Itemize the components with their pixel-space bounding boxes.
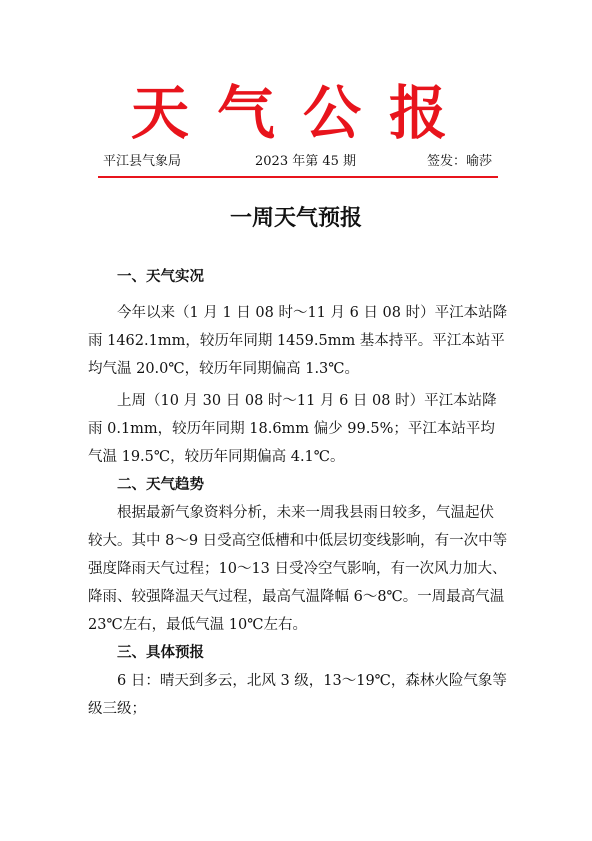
paragraph-trend: 根据最新气象资料分析，未来一周我县雨日较多，气温起伏较大。其中 8～9 日受高空低槽和中低层切变线影响，有一次中等强度降雨天气过程；10～13 日受冷空气影响，有一次风力加大、降雨、较强降温天气过程，最高气温降幅 6～8℃。一周最高气温 23℃左右，最低气温 10℃左右。	[88, 505, 508, 633]
paragraph-last-week: 上周（10 月 30 日 08 时～11 月 6 日 08 时）平江本站降雨 0.1mm，较历年同期 18.6mm 偏少 99.5%；平江本站平均气温 19.5℃，较历年同期偏高 4.1℃。	[88, 393, 497, 465]
document-body	[88, 263, 508, 723]
paragraph-year-summary: 今年以来（1 月 1 日 08 时～11 月 6 日 08 时）平江本站降雨 1462.1mm，较历年同期 1459.5mm 基本持平。平江本站平均气温 20.0℃，较历年同期偏高 1.3℃。	[88, 305, 508, 377]
masthead-title: 天气公报	[130, 79, 475, 147]
issue-line	[103, 152, 498, 172]
section-heading-observations: 一、天气实况	[117, 269, 204, 285]
issuer: 平江县气象局	[103, 154, 182, 169]
paragraph-forecast-day6: 6 日：晴天到多云，北风 3 级，13～19℃，森林火险气象等级三级；	[88, 673, 507, 717]
section-heading-forecast: 三、具体预报	[117, 645, 204, 661]
document-title: 一周天气预报	[229, 206, 362, 231]
signer: 签发：喻莎	[426, 154, 492, 169]
header-divider	[98, 176, 498, 178]
section-heading-trend: 二、天气趋势	[117, 477, 204, 493]
issue-number: 2023 年第 45 期	[255, 154, 357, 169]
